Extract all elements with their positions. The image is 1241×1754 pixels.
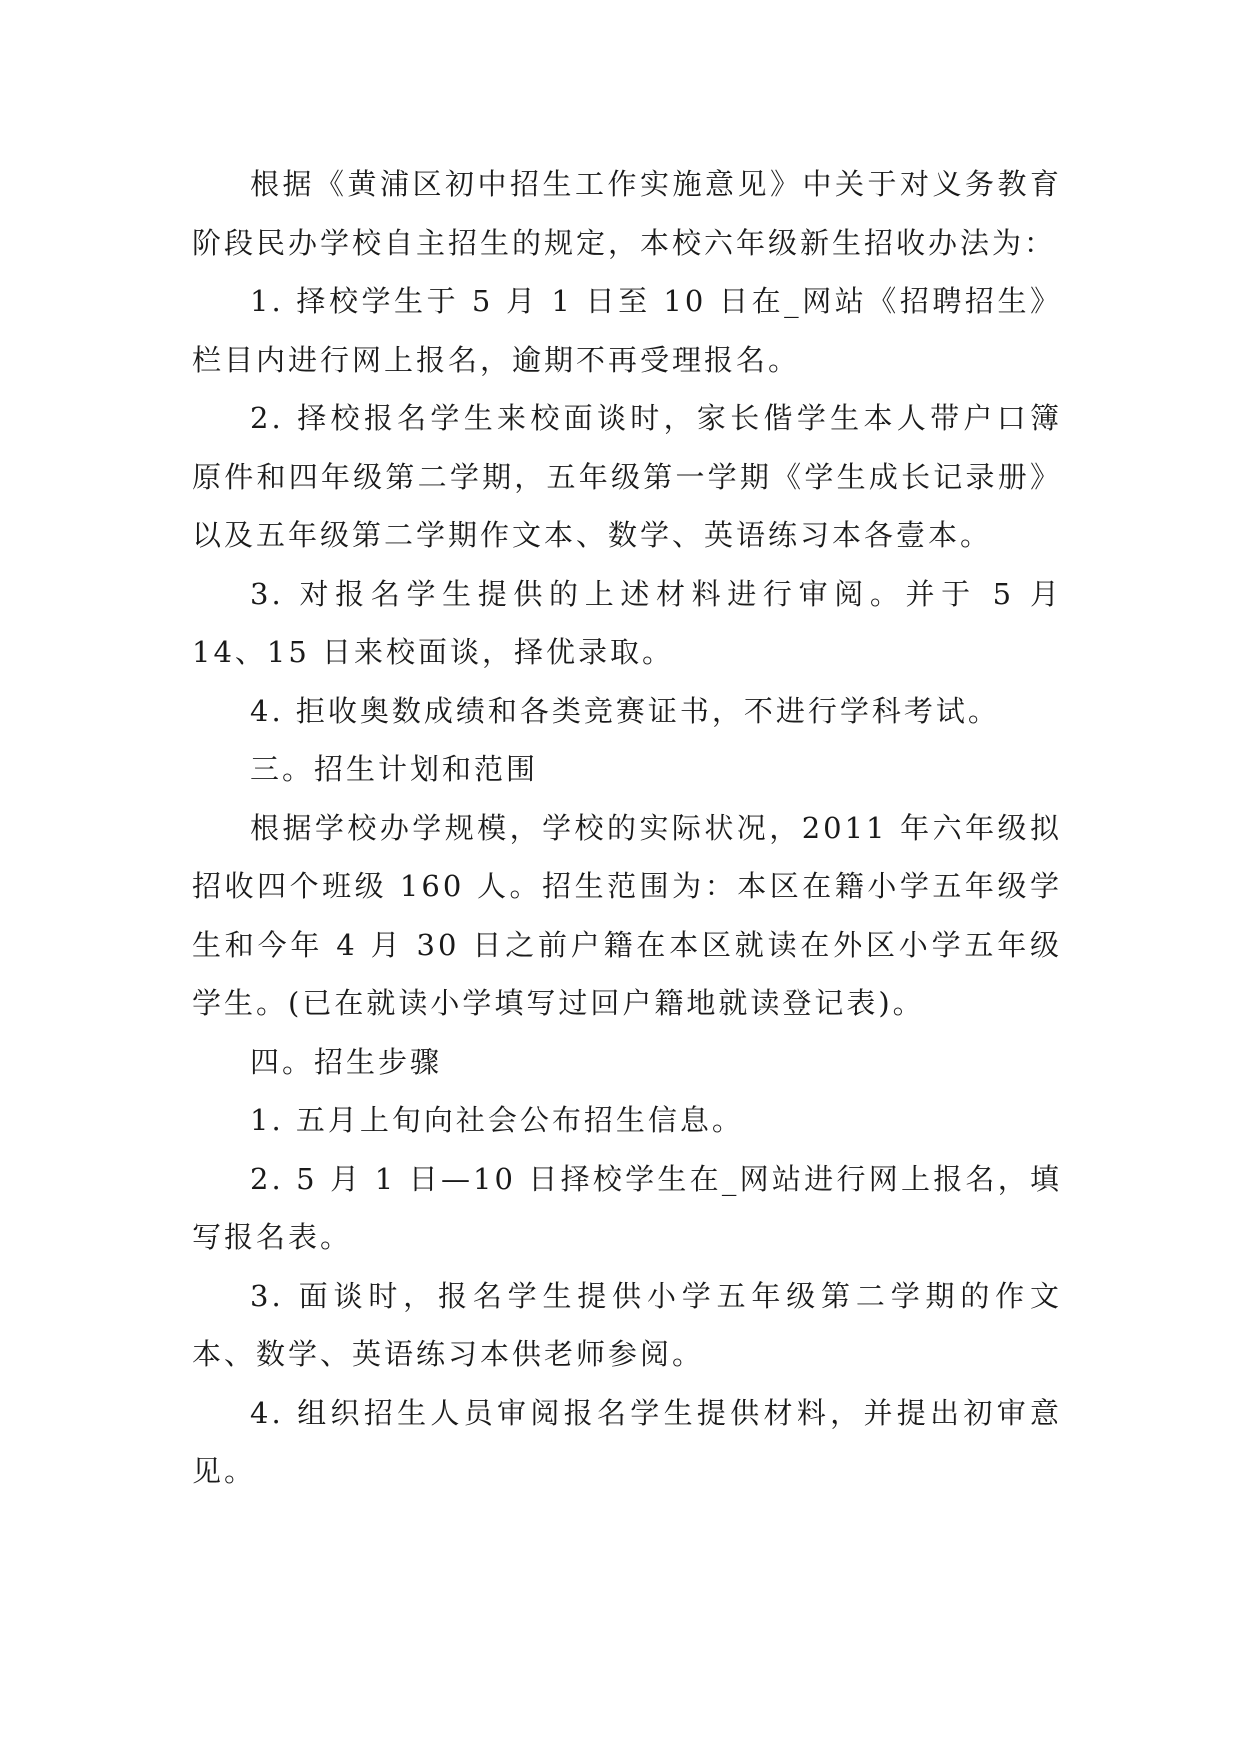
paragraph-item-3: 3. 对报名学生提供的上述材料进行审阅。并于 5 月 14、15 日来校面谈，择优录取。 xyxy=(192,576,1062,669)
paragraph-item-4: 4. 拒收奥数成绩和各类竞赛证书，不进行学科考试。 xyxy=(250,693,1000,728)
document-page xyxy=(192,155,1062,1501)
paragraph-plan: 根据学校办学规模，学校的实际状况，2011 年六年级拟招收四个班级 160 人。招生范围为：本区在籍小学五年级学生和今年 4 月 30 日之前户籍在本区就读在外区小学五年级学生。(已在就读小学填写过回户籍地就读登记表)。 xyxy=(192,810,1062,1020)
section-heading-steps: 四。招生步骤 xyxy=(250,1044,443,1079)
paragraph-step-4: 4. 组织招生人员审阅报名学生提供材料，并提出初审意见。 xyxy=(192,1395,1062,1488)
paragraph-step-3: 3. 面谈时，报名学生提供小学五年级第二学期的作文本、数学、英语练习本供老师参阅。 xyxy=(192,1278,1062,1371)
paragraph-item-2: 2. 择校报名学生来校面谈时，家长偕学生本人带户口簿原件和四年级第二学期，五年级第一学期《学生成长记录册》以及五年级第二学期作文本、数学、英语练习本各壹本。 xyxy=(192,401,1062,552)
section-heading-plan: 三。招生计划和范围 xyxy=(250,752,539,786)
paragraph-intro: 根据《黄浦区初中招生工作实施意见》中关于对义务教育阶段民办学校自主招生的规定，本校六年级新生招收办法为： xyxy=(192,167,1062,260)
paragraph-item-1: 1. 择校学生于 5 月 1 日至 10 日在_网站《招聘招生》栏目内进行网上报名，逾期不再受理报名。 xyxy=(192,284,1062,377)
paragraph-step-2: 2. 5 月 1 日—10 日择校学生在_网站进行网上报名，填写报名表。 xyxy=(192,1161,1062,1254)
paragraph-step-1: 1. 五月上旬向社会公布招生信息。 xyxy=(250,1103,744,1137)
